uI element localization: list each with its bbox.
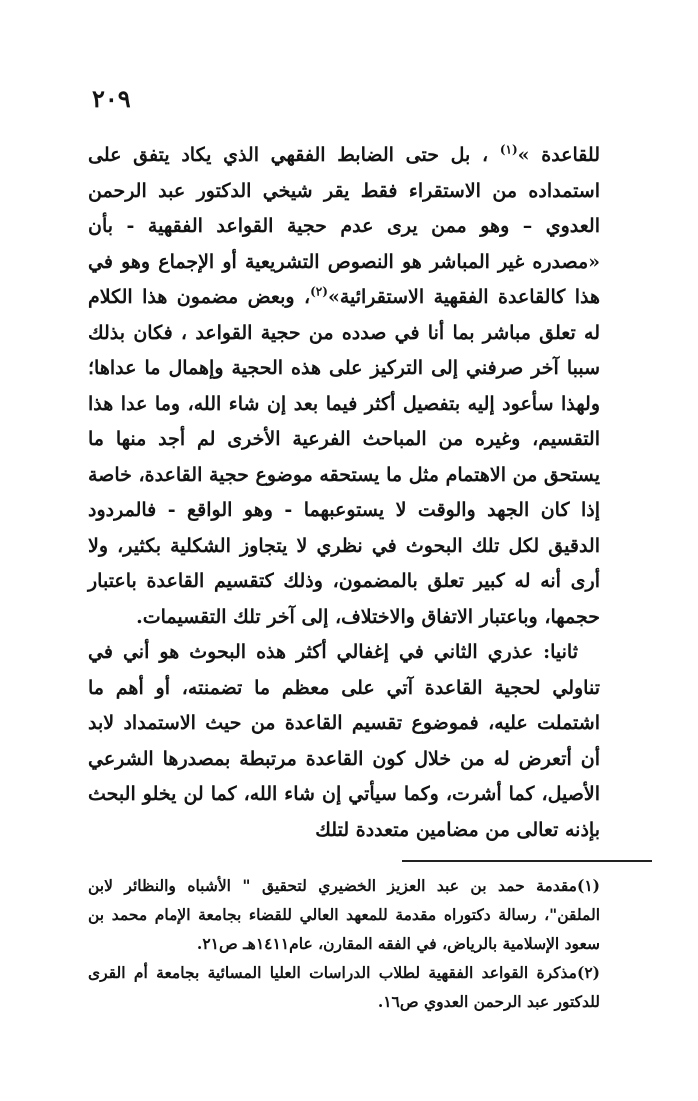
footnote-divider bbox=[402, 860, 652, 862]
footnote-1: (١)مقدمة حمد بن عبد العزيز الخضيري لتحقيق " الأشباه والنظائر لابن الملقن"، رسالة دكتوراه مقدمة للمعهد العالي للقضاء بجامعة الإمام محمد بن سعود الإسلامية بالرياض، في الفقه المقارن، عام١٤١١هـ ص٢١. bbox=[88, 876, 600, 953]
paragraph-1-end: ، وبعض مضمون هذا الكلام له تعلق مباشر بما أنا في صدده من حجية القواعد ، فكان بذلك سببا آخر صرفني إلى التركيز على هذه الحجية وإهمال ما عداها؛ ولهذا سأعود إليه بتفصيل أكثر فيما بعد إن شاء الله، وما عدا هذا التقسيم، وغيره من المباحث الفرعية الأخرى لم أجد منها ما يستحق من الاهتمام مثل ما يستحقه موضوع حجية القاعدة، خاصة إذا كان الجهد والوقت لا يستوعبهما - وهو الواقع - فالمردود الدقيق لكل تلك البحوث في نظري لا يتجاوز الشكلية بكثير، ولا أرى أنه له كبير تعلق بالمضمون، وذلك كتقسيم القاعدة باعتبار حجمها، وباعتبار الاتفاق والاختلاف، إلى آخر تلك التقسيمات. bbox=[88, 286, 600, 628]
main-text bbox=[88, 138, 600, 848]
paragraph-1-start: للقاعدة » bbox=[517, 144, 600, 166]
paragraph-1 bbox=[88, 138, 600, 635]
paragraph-2: ثانيا: عذري الثاني في إغفالي أكثر هذه البحوث هو أني في تناولي لحجية القاعدة آتي على معظم ما تضمنته، أو أهم ما اشتملت عليه، فموضوع تقسيم القاعدة من حيث الاستمداد لابد أن أتعرض له من خلال كون القاعدة مرتبطة بمصدرها الشرعي الأصيل، كما أشرت، وكما سيأتي إن شاء الله، كما لن يخلو البحث بإذنه تعالى من مضامين متعددة لتلك bbox=[88, 641, 600, 841]
footnote-ref-2[interactable]: (٢) bbox=[310, 284, 328, 299]
footnote-ref-1[interactable]: (١) bbox=[499, 142, 518, 157]
page-number: ٢٠٩ bbox=[92, 84, 131, 113]
footnote-2: (٢)مذكرة القواعد الفقهية لطلاب الدراسات العليا المسائية بجامعة أم القرى للدكتور عبد الرحمن العدوي ص١٦. bbox=[88, 963, 600, 1011]
footnotes bbox=[88, 871, 600, 1016]
paragraph-1-middle: ، بل حتى الضابط الفقهي الذي يكاد يتفق على استمداده من الاستقراء فقط يقر شيخي الدكتور عبد الرحمن العدوي – وهو ممن يرى عدم حجية القواعد الفقهية - بأن «مصدره غير المباشر هو النصوص التشريعية أو الإجماع وهو في هذا كالقاعدة الفقهية الاستقرائية» bbox=[88, 144, 601, 308]
